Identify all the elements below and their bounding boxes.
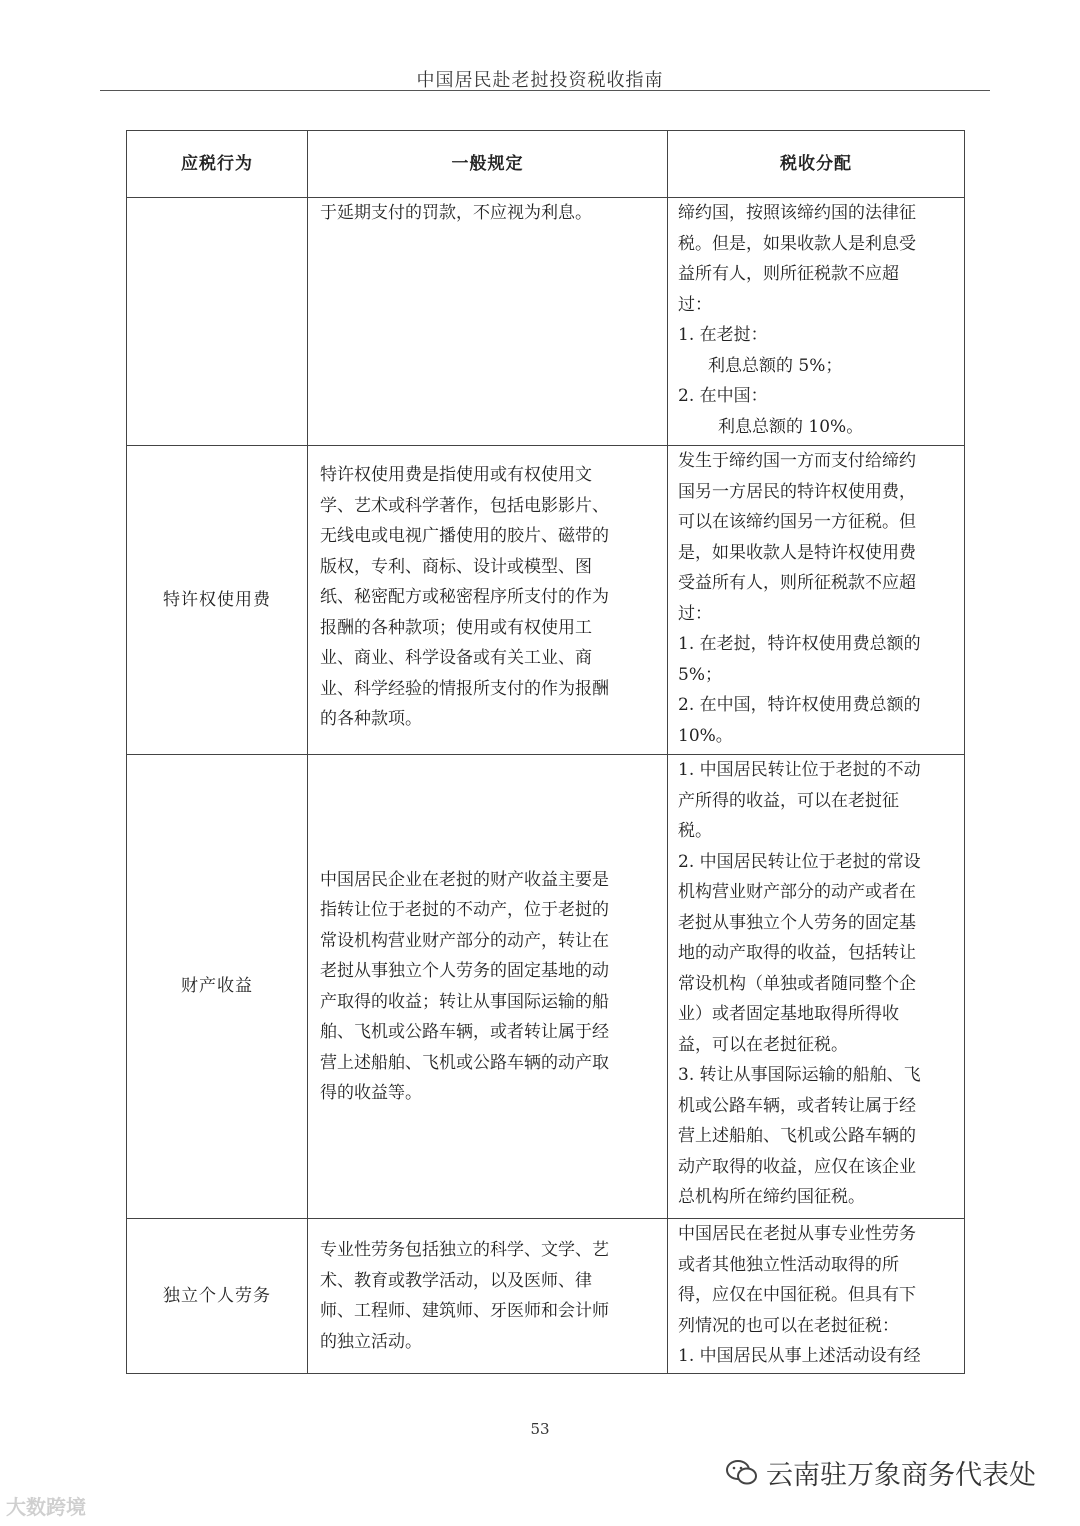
distribution-line: 产所得的收益，可以在老挝征 [678,790,899,811]
distribution-line: 过： [678,294,712,315]
tax-table [126,130,965,1374]
watermark-left-text: 大数跨境 [6,1495,86,1519]
distribution-line: 营上述船舶、飞机或公路车辆的 [678,1126,916,1146]
general-line: 得的收益等。 [320,1083,422,1103]
header-rule [100,90,990,91]
table-row [127,755,965,1219]
general-line: 术、教育或教学活动，以及医师、律 [320,1270,592,1291]
distribution-line: 利息总额的 10%。 [718,416,864,437]
general-line: 指转让位于老挝的不动产，位于老挝的 [320,900,609,920]
distribution-line: 利息总额的 5%； [708,355,843,376]
distribution-line: 总机构所在缔约国征税。 [678,1187,865,1207]
distribution-line: 益所有人，则所征税款不应超 [678,264,899,284]
table-row [127,198,965,446]
general-line: 学、艺术或科学著作，包括电影影片、 [320,495,609,516]
distribution-line: 列情况的也可以在老挝征税： [678,1315,899,1336]
watermark-right-text: 云南驻万象商务代表处 [766,1460,1036,1491]
distribution-line: 10%。 [678,725,733,746]
general-line: 的独立活动。 [320,1331,422,1352]
distribution-line: 机或公路车辆，或者转让属于经 [678,1095,916,1116]
distribution-line: 常设机构（单独或者随同整个企 [678,973,916,994]
distribution-line: 中国居民在老挝从事专业性劳务 [678,1224,916,1244]
general-line: 于延期支付的罚款，不应视为利息。 [320,203,592,223]
distribution-line: 动产取得的收益，应仅在该企业 [678,1156,916,1177]
distribution-line: 发生于缔约国一方而支付给缔约 [678,451,916,471]
general-line: 常设机构营业财产部分的动产，转让在 [320,930,609,951]
distribution-line: 1. 在老挝： [678,325,768,345]
general-line: 纸、秘密配方或秘密程序所支付的作为 [320,587,609,607]
distribution-line: 2. 中国居民转让位于老挝的常设 [678,851,921,872]
general-line: 产取得的收益；转让从事国际运输的船 [320,991,609,1012]
distribution-line: 受益所有人，则所征税款不应超 [678,573,916,593]
general-line: 营上述船舶、飞机或公路车辆的动产取 [320,1052,609,1073]
general-line: 业、科学经验的情报所支付的作为报酬 [320,678,609,699]
row-general [308,446,668,755]
wechat-icon [726,1459,758,1487]
general-line: 无线电或电视广播使用的胶片、磁带的 [320,526,609,546]
distribution-line: 1. 中国居民从事上述活动设有经 [678,1346,921,1366]
distribution-line: 税。但是，如果收款人是利息受 [678,233,916,254]
distribution-line: 业）或者固定基地取得所得收 [678,1004,899,1024]
distribution-line: 老挝从事独立个人劳务的固定基 [678,912,916,933]
row-distribution [668,198,965,446]
distribution-line: 或者其他独立性活动取得的所 [678,1254,899,1275]
distribution-line: 税。 [678,821,712,841]
row-general [308,198,668,446]
header-taxable-activity: 应税行为 [127,131,308,198]
row-general [308,1219,668,1374]
header-general-rules: 一般规定 [308,131,668,198]
distribution-line: 5%； [678,664,722,685]
watermark-right [726,1453,1036,1492]
page-header-title: 中国居民赴老挝投资税收指南 [416,70,664,91]
table-row [127,446,965,755]
row-category [127,198,308,446]
general-line: 中国居民企业在老挝的财产收益主要是 [320,869,609,890]
row-distribution [668,446,965,755]
distribution-line: 2. 在中国： [678,386,768,406]
distribution-line: 是，如果收款人是特许权使用费 [678,542,916,563]
general-line: 版权，专利、商标、设计或模型、图 [320,556,592,577]
distribution-line: 1. 中国居民转让位于老挝的不动 [678,760,921,780]
distribution-line: 1. 在老挝，特许权使用费总额的 [678,634,921,654]
general-line: 老挝从事独立个人劳务的固定基地的动 [320,961,609,981]
page-number: 53 [530,1420,550,1438]
general-line: 报酬的各种款项；使用或有权使用工 [320,617,592,638]
row-category: 财产收益 [127,755,308,1219]
general-line: 特许权使用费是指使用或有权使用文 [320,465,592,485]
distribution-line: 得，应仅在中国征税。但具有下 [678,1285,916,1305]
general-line: 师、工程师、建筑师、牙医师和会计师 [320,1301,609,1321]
watermark-left [6,1491,86,1520]
row-distribution [668,755,965,1219]
row-distribution [668,1219,965,1374]
row-category: 独立个人劳务 [127,1219,308,1374]
distribution-line: 过： [678,603,712,624]
general-line: 的各种款项。 [320,709,422,729]
table-header-row [127,131,965,198]
distribution-line: 3. 转让从事国际运输的船舶、飞 [678,1065,921,1085]
row-category: 特许权使用费 [127,446,308,755]
distribution-line: 机构营业财产部分的动产或者在 [678,882,916,902]
general-line: 专业性劳务包括独立的科学、文学、艺 [320,1240,609,1260]
general-line: 业、商业、科学设备或有关工业、商 [320,648,592,668]
distribution-line: 可以在该缔约国另一方征税。但 [678,512,916,532]
row-general [308,755,668,1219]
distribution-line: 2. 在中国，特许权使用费总额的 [678,695,921,715]
header-tax-allocation: 税收分配 [668,131,965,198]
distribution-line: 国另一方居民的特许权使用费， [678,481,916,502]
distribution-line: 益，可以在老挝征税。 [678,1034,848,1055]
distribution-line: 地的动产取得的收益，包括转让 [678,943,916,963]
table-row [127,1219,965,1374]
distribution-line: 缔约国，按照该缔约国的法律征 [678,203,916,223]
general-line: 舶、飞机或公路车辆，或者转让属于经 [320,1022,609,1042]
